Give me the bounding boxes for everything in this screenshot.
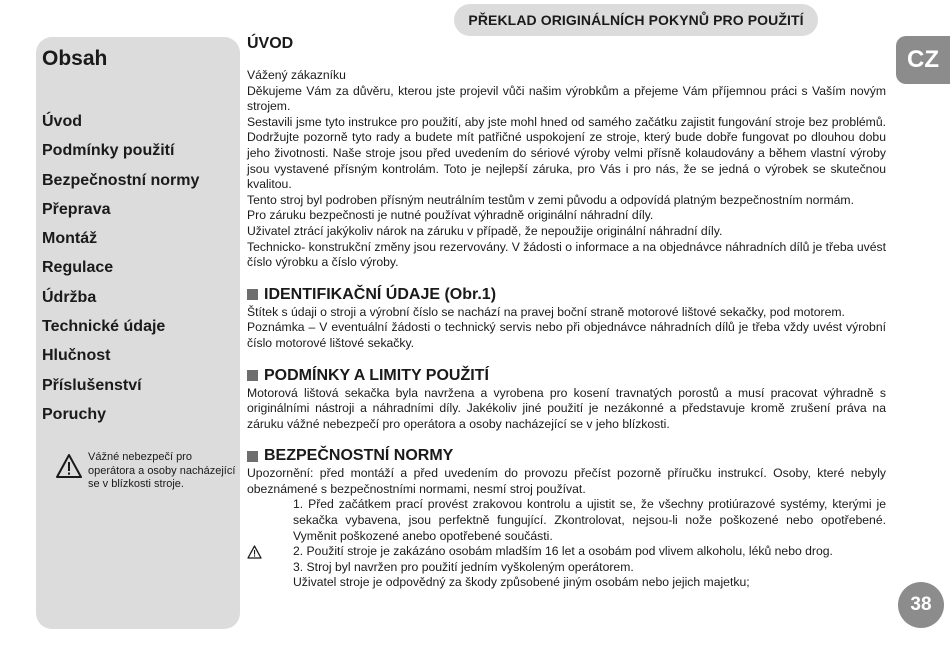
conditions-heading-text: PODMÍNKY A LIMITY POUŽITÍ <box>264 366 489 384</box>
safety-list-item: Uživatel stroje je odpovědný za škody způsobené jiným osobám nebo jejich majetku; <box>293 575 750 590</box>
page-number: 38 <box>898 582 944 628</box>
safety-paragraph: Upozornění: před montáží a před uvedením do provozu přečíst pozorně příručku instrukcí. Osoby, které nebyly obeznámené s bezpečnostními normami, nesmí stroj používat. <box>247 466 886 496</box>
toc-item-podminky-pouziti[interactable]: Podmínky použití <box>42 142 175 160</box>
identification-heading-text: IDENTIFIKAČNÍ ÚDAJE (Obr.1) <box>264 285 497 303</box>
page-header-title: PŘEKLAD ORIGINÁLNÍCH POKYNŮ PRO POUŽITÍ <box>454 4 818 36</box>
safety-list <box>293 497 886 591</box>
safety-list-item: 3. Stroj byl navržen pro použití jedním vyškoleným operátorem. <box>293 559 634 574</box>
toc-item-technicke-udaje[interactable]: Technické údaje <box>42 318 166 336</box>
safety-heading-text: BEZPEČNOSTNÍ NORMY <box>264 447 454 465</box>
table-of-contents-panel <box>36 37 240 629</box>
toc-item-poruchy[interactable]: Poruchy <box>42 405 107 423</box>
danger-note-text: Vážné nebezpečí pro operátora a osoby nacházející se v blízkosti stroje. <box>88 451 236 490</box>
toc-item-montaz[interactable]: Montáž <box>42 230 98 248</box>
toc-item-prislusenstvi[interactable]: Příslušenství <box>42 376 142 394</box>
warning-triangle-icon <box>56 453 82 479</box>
section-bullet-icon <box>247 289 258 300</box>
safety-list-item: 1. Před začátkem prací provést zrakovou kontrolu a ujistit se, že všechny protiúrazové systémy, kterými je sekačka vybavena, jsou perfektně fungující. Zkontrolovat, nejsou-li nože poškozené nebo opotřebené. Vyměnit poškozené anebo opotřebené součásti. <box>293 497 886 543</box>
identification-paragraph: Štítek s údaji o stroji a výrobní číslo se nachází na pravej boční straně motorové lištové sekačky, pod motorem. <box>247 304 845 319</box>
safety-list-item: 2. Použití stroje je zakázáno osobám mladším 16 let a osobám pod vlivem alkoholu, léků nebo drog. <box>293 544 833 559</box>
language-tab: CZ <box>896 36 950 84</box>
intro-paragraph: Pro záruku bezpečnosti je nutné používat výhradně originální náhradní díly. <box>247 208 654 223</box>
toc-list <box>42 107 199 429</box>
identification-paragraph: Poznámka – V eventuální žádosti o technický servis nebo při objednávce náhradních dílů je třeba vždy uvést výrobní číslo motorové lištové sekačky. <box>247 320 886 350</box>
intro-paragraph: Sestavili jsme tyto instrukce pro použití, aby jste mohl hned od samého začátku zajistit fungování stroje bez problémů. Dodržujte pozorně tyto rady a budete mít patřičné uspokojení ze stroje, který bude dobře fungovat po dlouhou dobu jeho životnosti. Naše stroje jsou před uvedením do sériové výroby velmi přísně kolaudovány a během vlastní výroby jsou vystavené přísným kontrolám. Toto je nejlepší záruka, pro Vás i pro nás, že se jedná o výrobek se skutečnou kvalitou. <box>247 114 886 192</box>
intro-paragraph: Uživatel ztrácí jakýkoliv nárok na záruku v případě, že nepoužije originální náhradní díly. <box>247 223 723 238</box>
safety-list-row-warning <box>293 544 886 560</box>
toc-item-udrzba[interactable]: Údržba <box>42 288 97 306</box>
conditions-paragraph: Motorová lištová sekačka byla navržena a vyrobena pro kosení travnatých porostů a musí pracovat výhradně s originálními nástroji a náhradními díly. Jakékoliv jiné použití je nezákonné a představuje kromě zrušení práva na záruku vážné nebezpečí pro operátora a osoby nacházející se v jeho blízkosti. <box>247 385 886 431</box>
toc-item-preprava[interactable]: Přeprava <box>42 200 111 218</box>
toc-item-hlucnost[interactable]: Hlučnost <box>42 347 111 365</box>
section-bullet-icon <box>247 451 258 462</box>
toc-item-bezpecnostni-normy[interactable]: Bezpečnostní normy <box>42 171 200 189</box>
toc-item-regulace[interactable]: Regulace <box>42 259 114 277</box>
toc-item-uvod[interactable]: Úvod <box>42 113 82 130</box>
intro-paragraph: Technicko- konstrukční změny jsou rezervovány. V žádosti o informace a na objednávce náhradních dílů je třeba uvést číslo výrobku a číslo výroby. <box>247 239 886 270</box>
safety-heading <box>247 446 886 466</box>
intro-heading: ÚVOD <box>247 35 294 52</box>
intro-paragraph: Tento stroj byl podroben přísným neutrálním testům v zemi původu a odpovídá platným bezpečnostním normám. <box>247 192 854 207</box>
conditions-heading <box>247 366 886 386</box>
intro-paragraph: Děkujeme Vám za důvěru, kterou jste projevil vůči našim výrobkům a přejeme Vám příjemnou práci s Vaším novým strojem. <box>247 83 886 114</box>
intro-paragraph: Vážený zákazníku <box>247 68 346 82</box>
warning-triangle-icon <box>247 545 262 559</box>
section-bullet-icon <box>247 370 258 381</box>
identification-heading <box>247 285 886 305</box>
toc-title: Obsah <box>42 47 108 70</box>
main-content <box>247 34 886 591</box>
